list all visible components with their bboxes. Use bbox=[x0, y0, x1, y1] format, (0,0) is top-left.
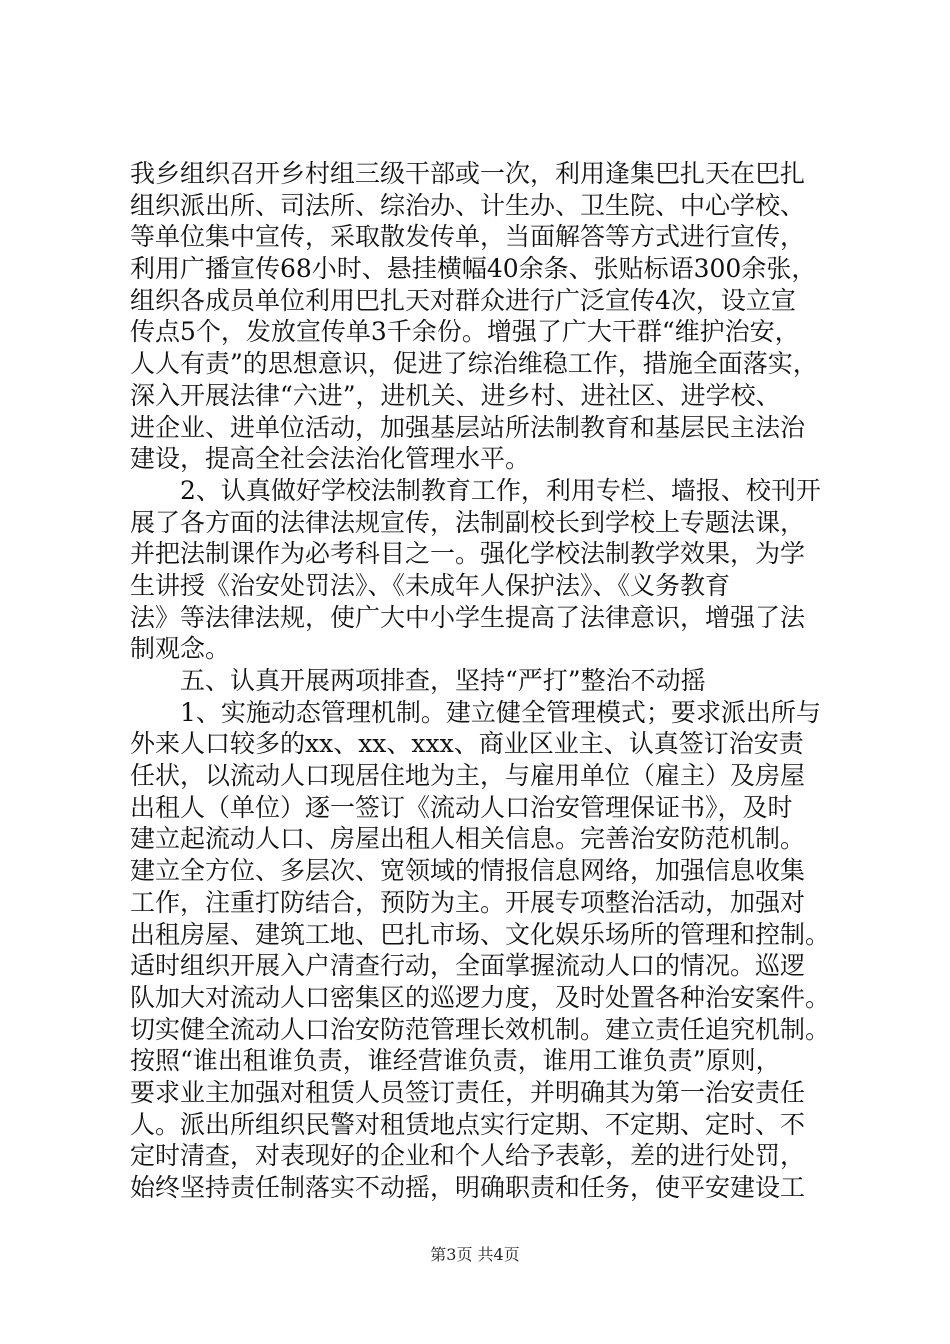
text-line: 深入开展法律“六进”，进机关、进乡村、进社区、进学校、 bbox=[130, 380, 781, 410]
text-line: 队加大对流动人口密集区的巡逻力度，及时处置各种治安案件。 bbox=[130, 982, 831, 1012]
text-line: 利用广播宣传68小时、悬挂横幅40余条、张贴标语300余张， bbox=[130, 254, 817, 284]
text-line: 传点5个，发放宣传单3千余份。增强了广大干群“维护治安， bbox=[130, 317, 800, 347]
text-line: 按照“谁出租谁负责，谁经营谁负责，谁用工谁负责”原则， bbox=[130, 1046, 781, 1076]
text-line: 始终坚持责任制落实不动摇，明确职责和任务，使平安建设工 bbox=[130, 1173, 806, 1202]
text-line: 工作，注重打防结合，预防为主。开展专项整治活动，加强对 bbox=[130, 887, 806, 917]
text-line: 展了各方面的法律法规宣传，法制副校长到学校上专题法课， bbox=[130, 507, 806, 537]
text-line: 1、实施动态管理机制。建立健全管理模式；要求派出所与 bbox=[130, 697, 821, 727]
text-line: 生讲授《治安处罚法》、《未成年人保护法》、《义务教育 bbox=[130, 570, 731, 600]
text-line: 出租人（单位）逐一签订《流动人口治安管理保证书》，及时 bbox=[130, 792, 793, 822]
text-line: 出租房屋、建筑工地、巴扎市场、文化娱乐场所的管理和控制。 bbox=[130, 919, 831, 949]
text-line: 建立起流动人口、房屋出租人相关信息。完善治安防范机制。 bbox=[130, 824, 806, 854]
section-heading: 五、认真开展两项排查，坚持“严打”整治不动摇 bbox=[130, 666, 706, 695]
text-line: 外来人口较多的xx、xx、xxx、商业区业主、认真签订治安责 bbox=[130, 729, 804, 759]
text-line: 建设，提高全社会法治化管理水平。 bbox=[130, 444, 531, 474]
text-line: 组织派出所、司法所、综治办、计生办、卫生院、中心学校、 bbox=[130, 190, 806, 220]
text-line: 要求业主加强对租赁人员签订责任，并明确其为第一治安责任 bbox=[130, 1077, 806, 1107]
text-line: 人人有责”的思想意识，促进了综治维稳工作，措施全面落实， bbox=[130, 349, 818, 379]
text-line: 法》等法律法规，使广大中小学生提高了法律意识，增强了法 bbox=[130, 602, 806, 632]
text-line: 任状，以流动人口现居住地为主，与雇用单位（雇主）及房屋 bbox=[130, 761, 806, 791]
text-line: 2、认真做好学校法制教育工作，利用专栏、墙报、校刊开 bbox=[130, 475, 821, 505]
text-line: 并把法制课作为必考科目之一。强化学校法制教学效果，为学 bbox=[130, 539, 806, 569]
text-line: 人。派出所组织民警对租赁地点实行定期、不定期、定时、不 bbox=[130, 1109, 806, 1139]
text-line: 我乡组织召开乡村组三级干部或一次，利用逢集巴扎天在巴扎 bbox=[130, 159, 806, 188]
text-line: 切实健全流动人口治安防范管理长效机制。建立责任追究机制。 bbox=[130, 1014, 831, 1044]
text-line: 定时清查，对表现好的企业和个人给予表彰，差的进行处罚， bbox=[130, 1141, 806, 1171]
text-line: 组织各成员单位利用巴扎天对群众进行广泛宣传4次，设立宣 bbox=[130, 285, 796, 315]
text-line: 制观念。 bbox=[130, 634, 231, 664]
text-line: 进企业、进单位活动，加强基层站所法制教育和基层民主法治 bbox=[130, 412, 806, 442]
text-line: 等单位集中宣传，采取散发传单，当面解答等方式进行宣传， bbox=[130, 222, 806, 252]
body-text bbox=[130, 158, 830, 1204]
text-line: 建立全方位、多层次、宽领域的情报信息网络，加强信息收集 bbox=[130, 856, 806, 886]
text-line: 适时组织开展入户清查行动，全面掌握流动人口的情况。巡逻 bbox=[130, 951, 806, 981]
page-number-footer: 第3页 共4页 bbox=[430, 1245, 520, 1264]
